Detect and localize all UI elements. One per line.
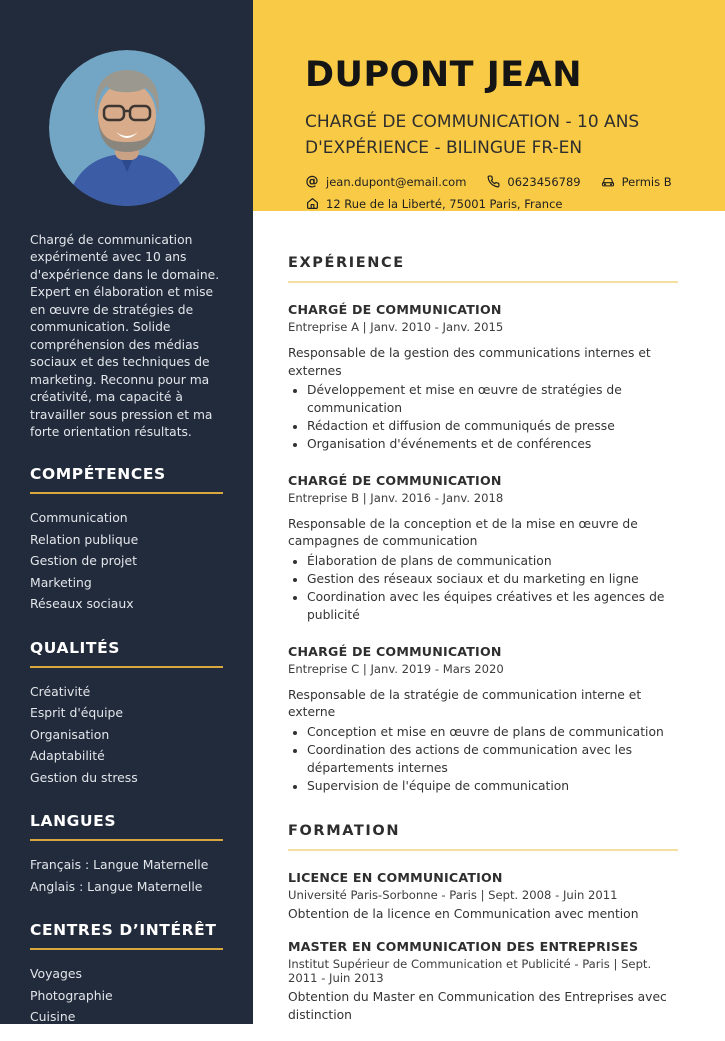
list-item: Marketing [30,574,92,590]
list-item: Français : Langue Maternelle [30,857,209,873]
email-icon: @ [305,174,319,190]
list-item: Gestion du stress [30,769,138,785]
job-title: CHARGÉ DE COMMUNICATION [288,472,502,488]
contact-address [305,197,562,211]
section-underline [30,839,223,841]
contact-address-text: 12 Rue de la Liberté, 75001 Paris, France [326,196,563,211]
list-item: Réseaux sociaux [30,596,134,612]
contact-license-text: Permis B [621,174,672,189]
degree-title: MASTER EN COMMUNICATION DES ENTREPRISES [288,939,639,955]
avatar [49,50,205,206]
job-summary: Responsable de la stratégie de communication interne et externe [288,687,642,720]
experience-section [288,255,678,796]
formation-section [288,823,678,1025]
section-underline [30,666,223,668]
list-item: Cuisine [30,1009,76,1025]
experience-entry-2 [288,473,678,625]
contact-phone-text: 0623456789 [507,174,581,189]
section-underline [30,492,223,494]
sidebar-section-qualites [30,639,223,789]
header-banner [253,0,725,211]
skills-list [30,507,223,615]
contact-email-text: jean.dupont@email.com [326,174,467,189]
candidate-headline: CHARGÉ DE COMMUNICATION - 10 ANS D'EXPÉRIENCE - BILINGUE FR-EN [305,112,640,159]
contact-email [305,175,466,189]
sidebar [0,0,253,1024]
list-item: Relation publique [30,531,139,547]
experience-heading: EXPÉRIENCE [288,254,405,271]
contact-license [601,175,672,189]
job-bullets [307,724,678,795]
bullet-item: • Supervision de l'équipe de communication [307,778,678,796]
phone-icon [486,175,500,189]
list-item: Communication [30,510,128,526]
content-column [253,0,725,1024]
bullet-item: • Organisation d'événements et de conférences [307,436,678,454]
sidebar-section-title: CENTRES D’INTÉRÊT [30,921,217,940]
sidebar-section-title: COMPÉTENCES [30,465,166,484]
list-item: Esprit d'équipe [30,705,124,721]
list-item: Organisation [30,726,110,742]
languages-list [30,854,223,897]
car-icon [601,175,615,189]
bullet-item: • Rédaction et diffusion de communiqués de presse [307,418,678,436]
list-item: Voyages [30,966,82,982]
bullet-item: • Coordination avec les équipes créatives et les agences de publicité [307,589,678,625]
job-summary: Responsable de la gestion des communications internes et externes [288,345,651,378]
qualities-list [30,681,223,789]
formation-entry-1 [288,870,678,924]
formation-entry-2 [288,939,678,1025]
job-bullets [307,382,678,453]
sidebar-section-interets [30,921,223,1028]
bullet-item: • Élaboration de plans de communication [307,553,678,571]
degree-meta: Université Paris-Sorbonne - Paris | Sept. 2008 - Juin 2011 [288,887,618,902]
job-title: CHARGÉ DE COMMUNICATION [288,643,502,659]
list-item: Créativité [30,683,91,699]
section-underline [288,849,678,851]
section-underline [30,948,223,950]
list-item: Adaptabilité [30,748,105,764]
job-bullets [307,553,678,624]
profile-photo-illustration [49,50,205,206]
degree-summary: Obtention du Master en Communication des Entreprises avec distinction [288,990,667,1023]
home-icon [305,197,319,211]
job-meta: Entreprise C | Janv. 2019 - Mars 2020 [288,661,504,676]
bullet-item: • Coordination des actions de communication avec les départements internes [307,742,678,778]
degree-summary: Obtention de la licence en Communication avec mention [288,906,639,921]
candidate-name: DUPONT JEAN [305,55,583,95]
job-meta: Entreprise A | Janv. 2010 - Janv. 2015 [288,319,504,334]
sidebar-section-title: QUALITÉS [30,638,121,657]
list-item: Gestion de projet [30,553,137,569]
degree-title: LICENCE EN COMMUNICATION [288,869,503,885]
experience-entry-3 [288,644,678,796]
job-title: CHARGÉ DE COMMUNICATION [288,301,502,317]
sidebar-section-langues [30,812,223,897]
job-summary: Responsable de la conception et de la mise en œuvre de campagnes de communication [288,516,638,549]
contact-phone [486,175,580,189]
experience-entry-1 [288,302,678,454]
formation-heading: FORMATION [288,822,401,839]
sidebar-section-title: LANGUES [30,812,117,831]
section-underline [288,281,678,283]
bullet-item: • Gestion des réseaux sociaux et du marketing en ligne [307,571,678,589]
profile-summary: Chargé de communication expérimenté avec 10 ans d'expérience dans le domaine. Expert en élaboration et mise en œuvre de stratégies de communication. Solide compréhension des médias sociaux et des techniques de marketing. Reconnu pour ma créativité, ma capacité à travailler sous pression et ma forte orientation résultats. [30,233,220,439]
bullet-item: • Conception et mise en œuvre de plans de communication [307,724,678,742]
bullet-item: • Développement et mise en œuvre de stratégies de communication [307,382,678,418]
contact-info [305,175,685,211]
degree-meta: Institut Supérieur de Communication et Publicité - Paris | Sept. 2011 - Juin 2013 [288,957,652,986]
list-item: Anglais : Langue Maternelle [30,878,203,894]
main-content [253,211,725,1041]
job-meta: Entreprise B | Janv. 2016 - Janv. 2018 [288,490,504,505]
interests-list [30,963,223,1028]
list-item: Photographie [30,987,113,1003]
sidebar-section-competences [30,465,223,615]
